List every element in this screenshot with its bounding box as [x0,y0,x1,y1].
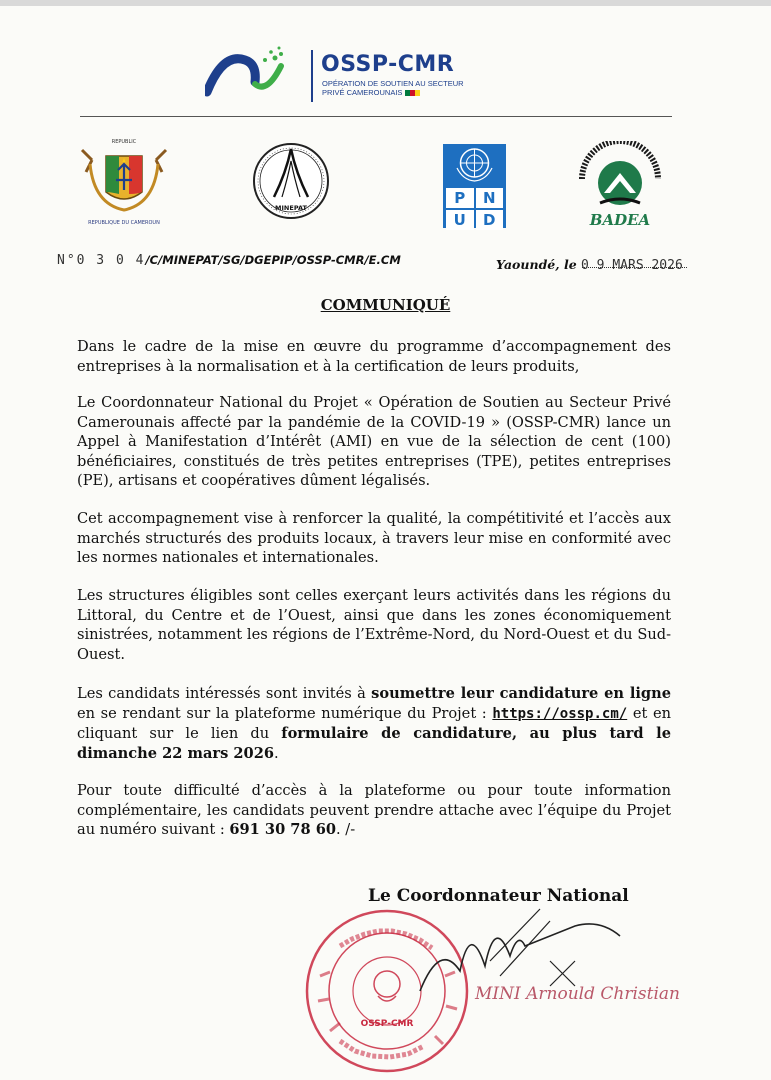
minepat-logo-icon [250,137,332,225]
date-dotted-line [582,266,687,268]
ossp-cmr-logo-icon [205,46,285,101]
date-handwritten: 0 9 MARS 2026 [581,258,683,273]
header-divider [80,116,672,117]
svg-text:OSSP-CMR: OSSP-CMR [360,1019,414,1029]
cameroon-coat-of-arms-icon [78,134,170,229]
document-page [0,6,771,1080]
place-date [496,257,683,273]
p6-text-c: . /- [336,821,356,838]
pnud-logo [443,144,506,228]
org-name: OSSP-CMR [321,52,455,77]
org-subtitle-line1: OPÉRATION DE SOUTIEN AU SECTEUR [322,79,464,88]
paragraph-2: Le Coordonnateur National du Projet « Opération de Soutien au Secteur Privé Camerounais affecté par la pandémie de la COVID-19 » (OSSP-CMR) lance un Appel à Manifestation d’Intérêt (AMI) en vue de la sélection de cent (100) bénéficiaires, constitués de très petites entreprises (TPE), petites entreprises (PE), artisans et coopératives dûment légalisés. [77,394,671,489]
svg-text:REPUBLIQUE DU CAMEROUN: REPUBLIQUE DU CAMEROUN [88,220,160,226]
p5-text-c: en se rendant sur la plateforme numérique du Projet : [77,704,493,722]
document-title: COMMUNIQUÉ [320,296,451,314]
svg-text:REPUBLIC: REPUBLIC [111,139,137,145]
signatory-name: MINI Arnould Christian [475,984,680,1004]
paragraph-5 [77,684,671,763]
paragraph-3: Cet accompagnement vise à renforcer la qualité, la compétitivité et l’accès aux marchés structurés des produits locaux, à travers leur mise en conformité avec les normes nationales et internationales. [77,510,671,566]
un-emblem-icon [443,144,506,184]
p5-bold-submit: soumettre leur candidature en ligne [371,685,672,702]
paragraph-4: Les structures éligibles sont celles exerçant leurs activités dans les régions du Littoral, du Centre et de l’Ouest, ainsi que dans les zones économiquement sinistrées, notamment les régions de l’Extrême-Nord, du Nord-Ouest et du Sud-Ouest. [77,587,671,663]
pnud-letter-d: D [476,210,504,230]
badea-logo-icon [572,141,668,231]
svg-text:BADEA: BADEA [589,211,651,229]
reference-text: /C/MINEPAT/SG/DGEPIP/OSSP-CMR/E.CM [145,253,401,267]
p6-text-a: Pour toute difficulté d’accès à la plateforme ou pour toute information complémentaire, les candidats peuvent prendre attache avec l’équipe du Projet au numéro suivant : [77,782,671,838]
paragraph-1: Dans le cadre de la mise en œuvre du programme d’accompagnement des entreprises à la normalisation et à la certification de leurs produits, [77,338,671,375]
reference-number [57,253,401,268]
paragraph-6 [77,781,671,840]
pnud-letter-n: N [476,188,504,208]
header-separator [311,50,313,102]
pnud-letter-p: P [446,188,474,208]
p5-bold-deadline: formulaire de candidature, au plus tard le dimanche 22 mars 2026 [77,725,671,762]
platform-link[interactable]: https://ossp.cm/ [492,705,628,722]
cameroon-flag-icon [405,88,420,97]
place-label: Yaoundé, le [496,257,577,272]
pnud-letter-u: U [446,210,474,230]
p5-text-g: . [274,744,279,762]
reference-handwritten: N°0 3 0 4 [57,253,146,268]
p5-text-e: et en cliquant sur le lien du [77,704,671,742]
svg-text:MINEPAT: MINEPAT [275,204,307,212]
signatory-title: Le Coordonnateur National [368,886,629,906]
phone-number: 691 30 78 60 [229,821,337,838]
org-subtitle [322,80,464,97]
org-subtitle-line2: PRIVÉ CAMEROUNAIS [322,87,403,97]
p5-text-a: Les candidats intéressés sont invités à [77,685,372,702]
